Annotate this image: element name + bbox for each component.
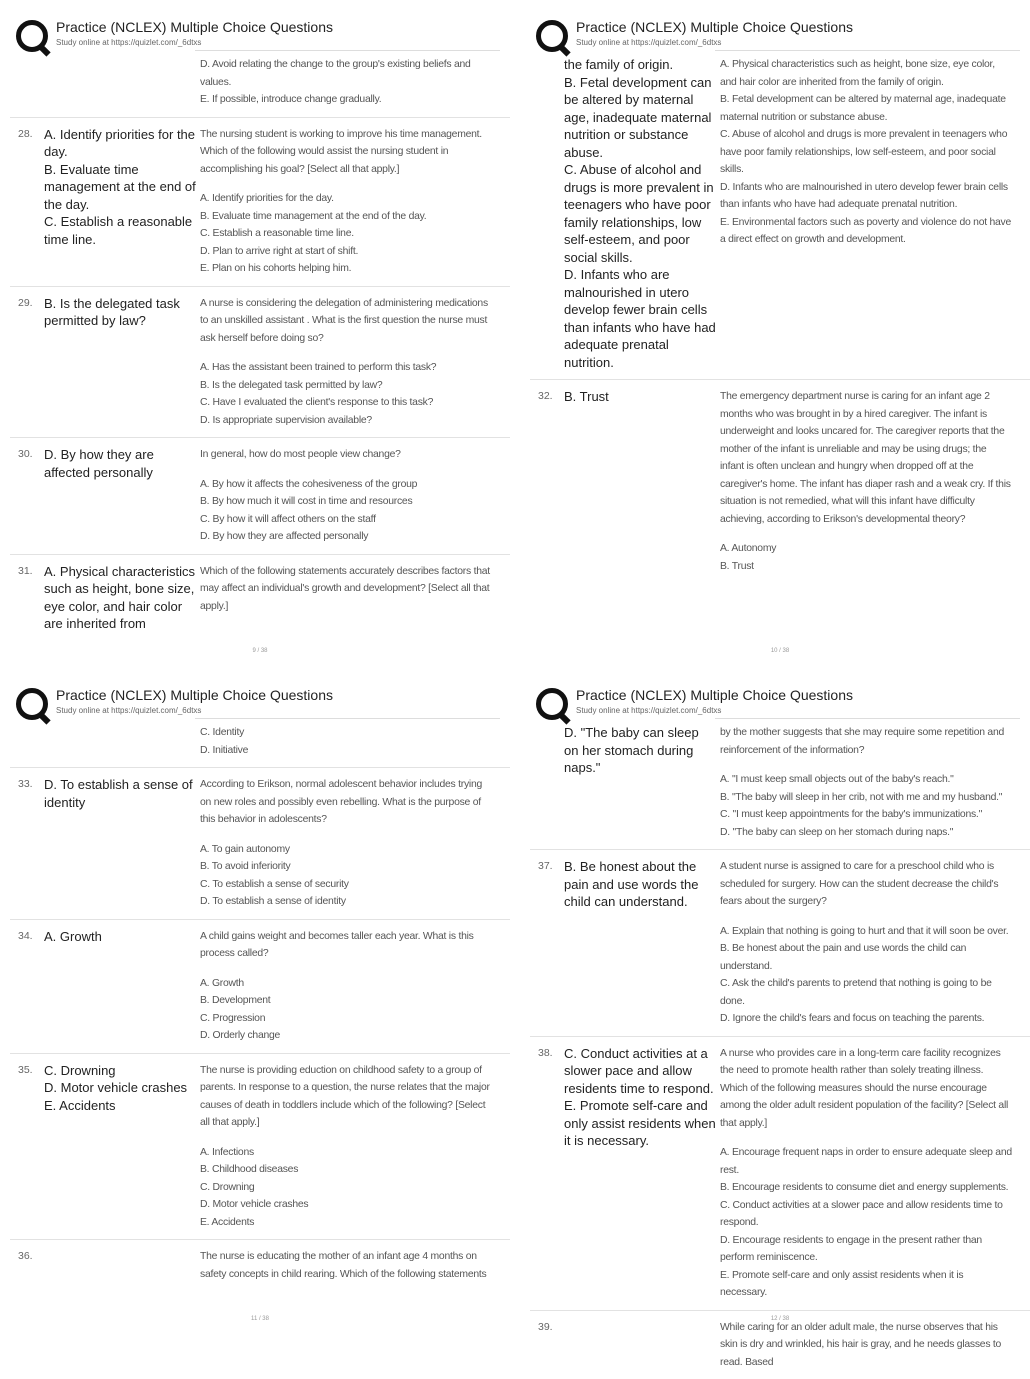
question-number: 31.: [10, 563, 44, 633]
question-row: [10, 117, 510, 286]
answer-option: E. Promote self-care and only assist residents when it is necessary.: [720, 1267, 1012, 1302]
answer-option: C. Identity: [200, 724, 492, 742]
answer-text: D. By how they are affected personally: [44, 446, 196, 546]
header-divider: [715, 50, 1020, 51]
header-title: Practice (NCLEX) Multiple Choice Questions: [56, 19, 333, 35]
question-text: [196, 56, 510, 109]
answer-option: C. By how it will affect others on the staff: [200, 511, 492, 529]
header-divider: [195, 50, 500, 51]
answer-option: C. "I must keep appointments for the baby's immunizations.": [720, 806, 1012, 824]
header-subtitle: Study online at https://quizlet.com/_6dtxs: [56, 38, 201, 47]
page-header: [530, 10, 1030, 52]
answer-option: A. "I must keep small objects out of the baby's reach.": [720, 771, 1012, 789]
answer-option: E. Plan on his cohorts helping him.: [200, 260, 492, 278]
question-row: [530, 722, 1030, 849]
answer-text: [44, 724, 196, 759]
answer-option: B. Encourage residents to consume diet and energy supplements.: [720, 1179, 1012, 1197]
answer-option: C. Abuse of alcohol and drugs is more prevalent in teenagers who have poor family relationships, low self-esteem, and poor social skills.: [720, 126, 1012, 179]
question-stem: The nurse is providing eduction on childhood safety to a group of parents. In response to a question, the nurse relates that the major causes of death in toddlers include which of the following? [Select all that apply.]: [200, 1062, 492, 1132]
question-number: 29.: [10, 295, 44, 430]
question-row: [10, 54, 510, 117]
answer-option: A. To gain autonomy: [200, 841, 492, 859]
answer-option: D. Is appropriate supervision available?: [200, 412, 492, 430]
page-12: [530, 678, 1030, 1328]
question-number: [10, 724, 44, 759]
question-number: 36.: [10, 1248, 44, 1283]
question-stem: In general, how do most people view change?: [200, 446, 492, 464]
question-list: [530, 54, 1030, 636]
answer-option: C. Conduct activities at a slower pace and allow residents time to respond.: [720, 1197, 1012, 1232]
answer-option: D. To establish a sense of identity: [200, 893, 492, 911]
answer-option: C. Ask the child's parents to pretend that nothing is going to be done.: [720, 975, 1012, 1010]
answer-text: A. Physical characteristics such as height, bone size, eye color, and hair color are inherited from: [44, 563, 196, 633]
answer-text: B. Trust: [564, 388, 716, 575]
question-stem: A nurse is considering the delegation of administering medications to an unskilled assistant . What is the first question the nurse must ask herself before doing so?: [200, 295, 492, 348]
question-text: [196, 928, 510, 1045]
header-title: Practice (NCLEX) Multiple Choice Questions: [576, 19, 853, 35]
question-text: [716, 724, 1030, 841]
question-row: [10, 286, 510, 438]
answer-option: B. Development: [200, 992, 492, 1010]
answer-option: D. Encourage residents to engage in the present rather than perform reminiscence.: [720, 1232, 1012, 1267]
answer-option: E. Environmental factors such as poverty and violence do not have a direct effect on growth and development.: [720, 214, 1012, 249]
answer-option: B. Is the delegated task permitted by law?: [200, 377, 492, 395]
header-title: Practice (NCLEX) Multiple Choice Questions: [576, 687, 853, 703]
quizlet-logo-icon: [16, 688, 48, 720]
quizlet-logo-icon: [536, 688, 568, 720]
question-text: [196, 776, 510, 911]
answer-text: [564, 1319, 716, 1372]
page-number: 12 / 38: [530, 1316, 1030, 1322]
question-number: 35.: [10, 1062, 44, 1232]
question-text: [196, 446, 510, 546]
answer-option: B. Childhood diseases: [200, 1161, 492, 1179]
answer-text: [44, 1248, 196, 1283]
answer-option: D. Orderly change: [200, 1027, 492, 1045]
question-stem: The nurse is educating the mother of an infant age 4 months on safety concepts in child rearing. Which of the following statements: [200, 1248, 492, 1283]
page-11: [10, 678, 510, 1328]
question-number: 39.: [530, 1319, 564, 1372]
question-number: 33.: [10, 776, 44, 911]
answer-option: D. Plan to arrive right at start of shift.: [200, 243, 492, 261]
answer-option: A. Autonomy: [720, 540, 1012, 558]
question-number: 30.: [10, 446, 44, 546]
answer-option: A. Has the assistant been trained to perform this task?: [200, 359, 492, 377]
question-stem: The nursing student is working to improve his time management. Which of the following would assist the nursing student in accomplishing his goal? [Select all that apply.]: [200, 126, 492, 179]
question-stem: While caring for an older adult male, the nurse observes that his skin is dry and wrinkled, his hair is gray, and he needs glasses to read. Based: [720, 1319, 1012, 1372]
question-text: [716, 858, 1030, 1028]
answer-option: D. Ignore the child's fears and focus on teaching the parents.: [720, 1010, 1012, 1028]
answer-option: B. By how much it will cost in time and resources: [200, 493, 492, 511]
answer-option: E. If possible, introduce change gradually.: [200, 91, 492, 109]
answer-option: B. Fetal development can be altered by maternal age, inadequate maternal nutrition or substance abuse.: [720, 91, 1012, 126]
question-text: [196, 1248, 510, 1283]
question-list: [10, 54, 510, 636]
answer-text: D. "The baby can sleep on her stomach during naps.": [564, 724, 716, 841]
answer-option: B. To avoid inferiority: [200, 858, 492, 876]
answer-option: E. Accidents: [200, 1214, 492, 1232]
answer-text: A. Growth: [44, 928, 196, 1045]
answer-option: D. Motor vehicle crashes: [200, 1196, 492, 1214]
question-stem: Which of the following statements accurately describes factors that may affect an individual's growth and development? [Select all that apply.]: [200, 563, 492, 616]
question-text: [716, 56, 1030, 371]
question-row: [10, 919, 510, 1053]
answer-option: B. Be honest about the pain and use words the child can understand.: [720, 940, 1012, 975]
question-row: [10, 554, 510, 641]
answer-option: A. Growth: [200, 975, 492, 993]
question-stem: A nurse who provides care in a long-term care facility recognizes the need to promote health rather than solely treating illness. Which of the following measures should the nurse encourage among the older adult resident population of the facility? [Select all that apply.]: [720, 1045, 1012, 1133]
question-row: [530, 1036, 1030, 1310]
question-stem: by the mother suggests that she may require some repetition and reinforcement of the information?: [720, 724, 1012, 759]
page-header: [530, 678, 1030, 720]
quizlet-logo-icon: [16, 20, 48, 52]
header-subtitle: Study online at https://quizlet.com/_6dtxs: [576, 38, 721, 47]
answer-option: B. Trust: [720, 558, 1012, 576]
question-number: [530, 724, 564, 841]
question-row: [10, 1239, 510, 1291]
answer-text: C. Conduct activities at a slower pace and allow residents time to respond. E. Promote self-care and only assist residents when it is necessary.: [564, 1045, 716, 1302]
answer-text: B. Be honest about the pain and use words the child can understand.: [564, 858, 716, 1028]
page-header: [10, 10, 510, 52]
question-stem: A student nurse is assigned to care for a preschool child who is scheduled for surgery. How can the student decrease the child's fears about the surgery?: [720, 858, 1012, 911]
page-number: 11 / 38: [10, 1316, 510, 1322]
answer-option: D. By how they are affected personally: [200, 528, 492, 546]
question-stem: A child gains weight and becomes taller each year. What is this process called?: [200, 928, 492, 963]
answer-option: A. Infections: [200, 1144, 492, 1162]
question-row: [10, 722, 510, 767]
question-row: [530, 379, 1030, 583]
answer-option: A. Explain that nothing is going to hurt and that it will soon be over.: [720, 923, 1012, 941]
header-title: Practice (NCLEX) Multiple Choice Questions: [56, 687, 333, 703]
quizlet-logo-icon: [536, 20, 568, 52]
answer-option: D. Infants who are malnourished in utero develop fewer brain cells than infants who have had adequate prenatal nutrition.: [720, 179, 1012, 214]
answer-option: C. Progression: [200, 1010, 492, 1028]
question-number: 34.: [10, 928, 44, 1045]
question-text: [196, 724, 510, 759]
question-list: [530, 722, 1030, 1304]
question-text: [716, 1319, 1030, 1372]
question-number: 38.: [530, 1045, 564, 1302]
question-text: [196, 563, 510, 633]
header-subtitle: Study online at https://quizlet.com/_6dtxs: [56, 706, 201, 715]
header-divider: [195, 718, 500, 719]
answer-text: [44, 56, 196, 109]
answer-text: B. Is the delegated task permitted by law?: [44, 295, 196, 430]
answer-option: A. Physical characteristics such as height, bone size, eye color, and hair color are inherited from the family of origin.: [720, 56, 1012, 91]
question-text: [196, 1062, 510, 1232]
question-number: 28.: [10, 126, 44, 278]
question-number: [530, 56, 564, 371]
question-text: [196, 295, 510, 430]
header-subtitle: Study online at https://quizlet.com/_6dtxs: [576, 706, 721, 715]
answer-option: A. Identify priorities for the day.: [200, 190, 492, 208]
question-number: 32.: [530, 388, 564, 575]
answer-option: D. Avoid relating the change to the group's existing beliefs and values.: [200, 56, 492, 91]
question-number: [10, 56, 44, 109]
question-row: [10, 1053, 510, 1240]
question-row: [530, 849, 1030, 1036]
question-row: [530, 54, 1030, 379]
answer-text: D. To establish a sense of identity: [44, 776, 196, 911]
answer-text: C. Drowning D. Motor vehicle crashes E. Accidents: [44, 1062, 196, 1232]
question-row: [10, 437, 510, 554]
answer-option: C. Have I evaluated the client's response to this task?: [200, 394, 492, 412]
question-row: [10, 767, 510, 919]
question-stem: The emergency department nurse is caring for an infant age 2 months who was brought in by a hired caregiver. The infant is underweight and looks uncared for. The caregiver reports that the mother of the infant is unreliable and may be using drugs; the infant is often unclean and hungry when dropped off at the caregiver's home. The infant has diaper rash and a weak cry. If this situation is not remedied, what will this infant have difficulty achieving, according to Erikson's developmental theory?: [720, 388, 1012, 528]
answer-option: D. "The baby can sleep on her stomach during naps.": [720, 824, 1012, 842]
question-stem: According to Erikson, normal adolescent behavior includes trying on new roles and possibly even rebelling. What is the purpose of this behavior in adolescents?: [200, 776, 492, 829]
answer-option: C. Drowning: [200, 1179, 492, 1197]
page-number: 9 / 38: [10, 648, 510, 654]
answer-option: C. To establish a sense of security: [200, 876, 492, 894]
question-text: [716, 1045, 1030, 1302]
answer-option: B. "The baby will sleep in her crib, not with me and my husband.": [720, 789, 1012, 807]
header-divider: [715, 718, 1020, 719]
answer-text: A. Identify priorities for the day. B. Evaluate time management at the end of the day. C. Establish a reasonable time line.: [44, 126, 196, 278]
answer-option: A. By how it affects the cohesiveness of the group: [200, 476, 492, 494]
answer-option: C. Establish a reasonable time line.: [200, 225, 492, 243]
question-number: 37.: [530, 858, 564, 1028]
answer-option: D. Initiative: [200, 742, 492, 760]
page-number: 10 / 38: [530, 648, 1030, 654]
question-text: [196, 126, 510, 278]
page-header: [10, 678, 510, 720]
answer-option: B. Evaluate time management at the end of the day.: [200, 208, 492, 226]
question-text: [716, 388, 1030, 575]
question-list: [10, 722, 510, 1304]
page-10: [530, 10, 1030, 660]
page-9: [10, 10, 510, 660]
answer-text: the family of origin. B. Fetal development can be altered by maternal age, inadequate maternal nutrition or substance abuse. C. Abuse of alcohol and drugs is more prevalent in teenagers who have poor family relationships, low self-esteem, and poor social skills. D. Infants who are malnourished in utero develop fewer brain cells than infants who have had adequate prenatal nutrition.: [564, 56, 716, 371]
answer-option: A. Encourage frequent naps in order to ensure adequate sleep and rest.: [720, 1144, 1012, 1179]
